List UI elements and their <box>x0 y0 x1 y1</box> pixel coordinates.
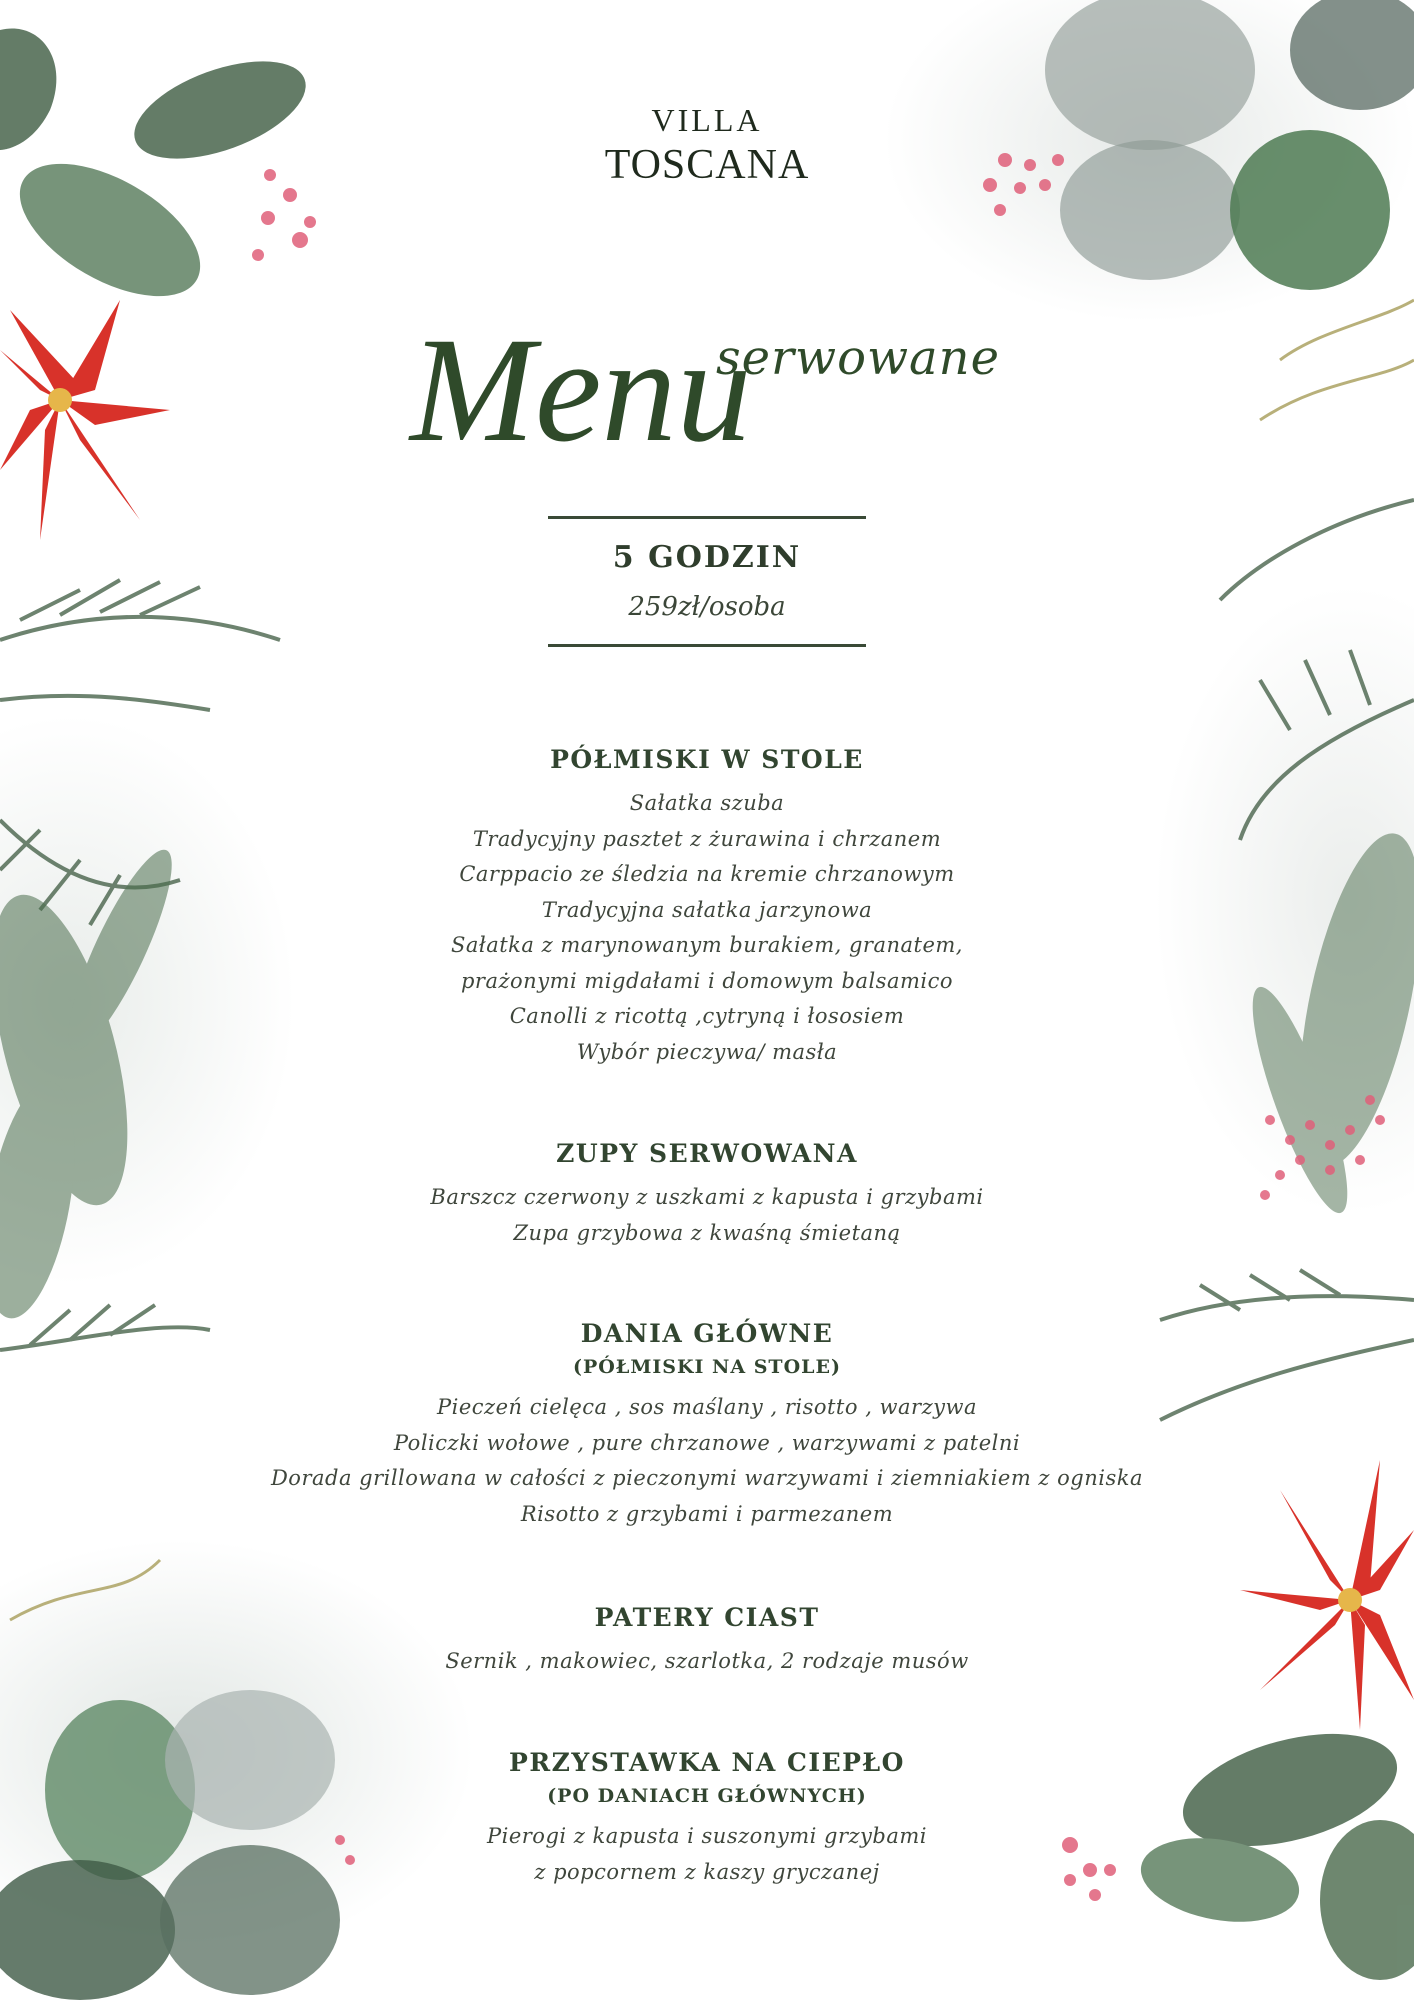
menu-section-mains <box>0 1316 1414 1532</box>
bottom-divider <box>548 644 866 647</box>
dish-item: z popcornem z kaszy gryczanej <box>534 1859 880 1884</box>
duration-label: 5 GODZIN <box>612 540 802 575</box>
dish-item: Zupa grzybowa z kwaśną śmietaną <box>513 1220 901 1245</box>
dish-item: Tradycyjna sałatka jarzynowa <box>541 897 873 922</box>
dish-list <box>0 1180 1414 1251</box>
section-subtitle: (PÓŁMISKI NA STOLE) <box>573 1356 841 1378</box>
dish-item: Pieczeń cielęca , sos maślany , risotto , warzywa <box>437 1395 977 1419</box>
section-title: DANIA GŁÓWNE <box>580 1319 834 1348</box>
brand-name-line2: TOSCANA <box>604 142 810 188</box>
dish-item: Wybór pieczywa/ masła <box>576 1039 838 1064</box>
top-divider <box>548 516 866 519</box>
dish-list <box>0 1644 1414 1680</box>
menu-subtitle: serwowane <box>716 330 1000 386</box>
section-title: ZUPY SERWOWANA <box>556 1139 858 1168</box>
dish-item: Carppacio ze śledzia na kremie chrzanowym <box>459 862 955 886</box>
menu-section-warm-starter <box>0 1745 1414 1890</box>
dish-item: prażonymi migdałami i domowym balsamico <box>460 968 954 993</box>
menu-section-cakes <box>0 1600 1414 1680</box>
menu-section-soups <box>0 1136 1414 1251</box>
dish-item: Sałatka szuba <box>629 791 785 815</box>
poinsettia-icon <box>0 300 170 540</box>
section-subtitle: (PO DANIACH GŁÓWNYCH) <box>547 1785 867 1807</box>
dish-list <box>0 1390 1414 1532</box>
dish-item: Canolli z ricottą ,cytryną i łososiem <box>509 1004 905 1028</box>
section-title: PRZYSTAWKA NA CIEPŁO <box>509 1748 905 1777</box>
menu-section-platters <box>0 742 1414 1070</box>
brand-name-line1: VILLA <box>651 102 763 138</box>
dish-item: Dorada grillowana w całości z pieczonymi warzywami i ziemniakiem z ogniska <box>270 1466 1144 1490</box>
section-title: PATERY CIAST <box>594 1603 820 1632</box>
dish-item: Sernik , makowiec, szarlotka, 2 rodzaje musów <box>445 1649 969 1673</box>
eucalyptus-leaf-icon <box>1045 0 1414 420</box>
price-label: 259zł/osoba <box>628 592 786 622</box>
brand-logo <box>0 100 1414 190</box>
dish-list <box>0 1819 1414 1890</box>
section-title: PÓŁMISKI W STOLE <box>550 745 864 774</box>
dish-list <box>0 786 1414 1070</box>
dish-item: Risotto z grzybami i parmezanem <box>520 1501 894 1526</box>
dish-item: Sałatka z marynowanym burakiem, granatem, <box>451 933 963 957</box>
dish-item: Policzki wołowe , pure chrzanowe , warzywami z patelni <box>393 1430 1021 1455</box>
dish-item: Barszcz czerwony z uszkami z kapusta i grzybami <box>430 1185 984 1209</box>
dish-item: Tradycyjny pasztet z żurawina i chrzanem <box>472 826 942 851</box>
menu-title: Menu <box>410 307 752 473</box>
dish-item: Pierogi z kapusta i suszonymi grzybami <box>486 1824 928 1848</box>
